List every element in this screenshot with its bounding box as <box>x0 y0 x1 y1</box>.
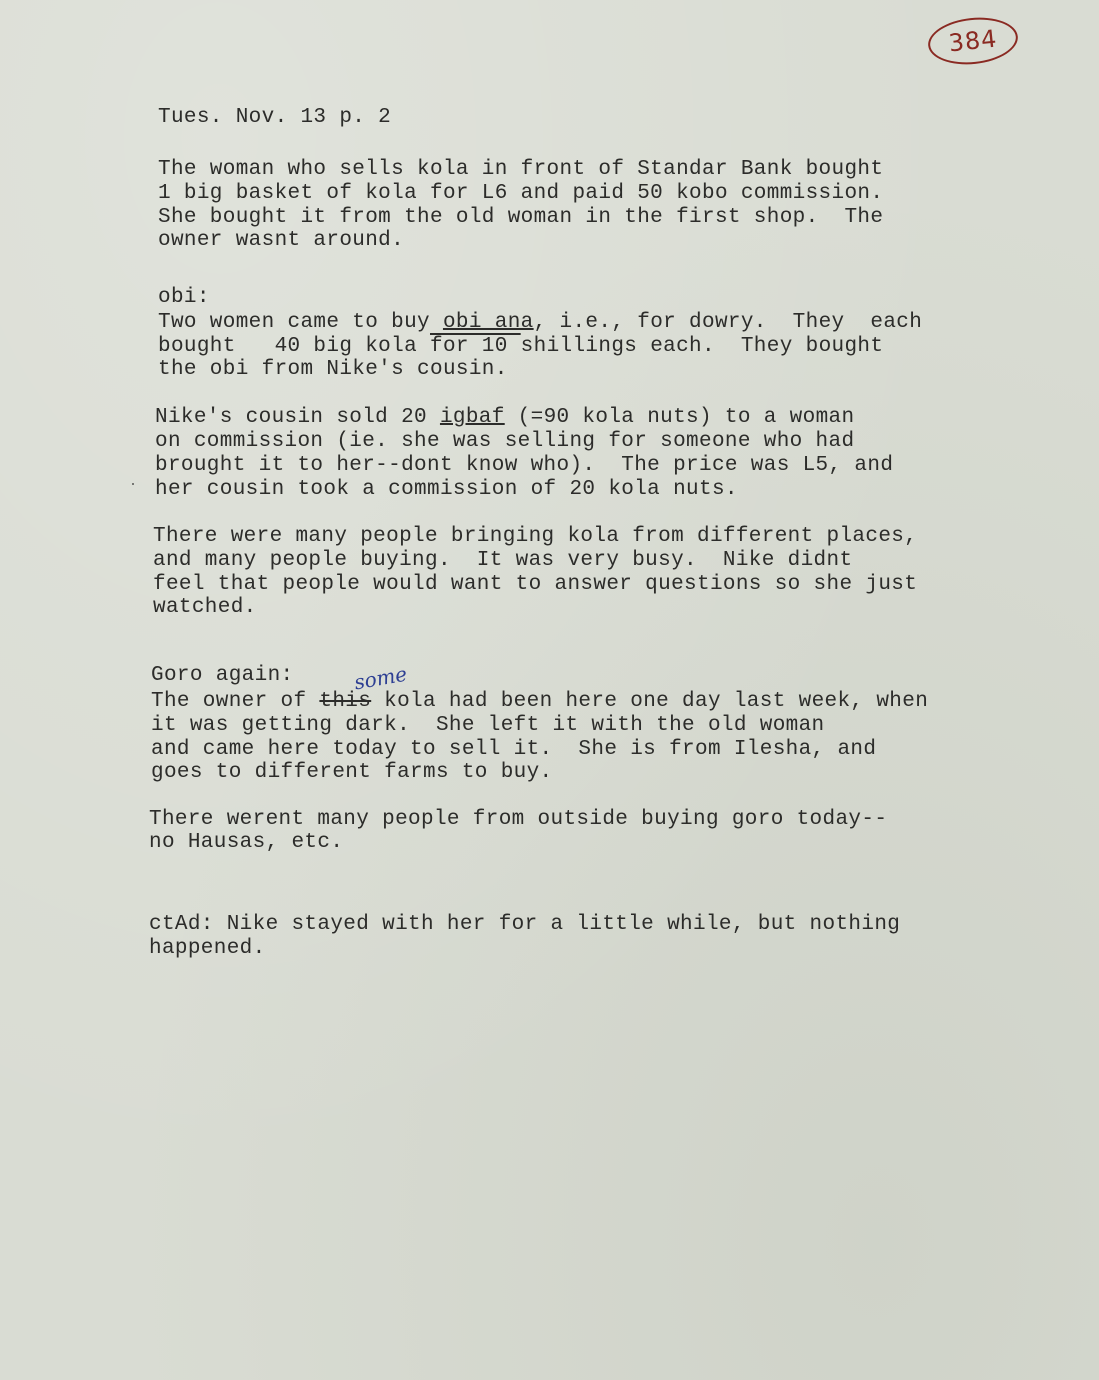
obi-heading: obi: <box>158 286 210 309</box>
outside-line-2: no Hausas, etc. <box>149 831 344 854</box>
busy-line-3: feel that people would want to answer questions so she just <box>153 573 918 596</box>
busy-line-4: watched. <box>153 596 257 619</box>
goro-line-3: and came here today to sell it. She is from Ilesha, and <box>151 738 877 761</box>
nike-line-2: on commission (ie. she was selling for someone who had <box>155 430 855 453</box>
para1-line-3: She bought it from the old woman in the first shop. The <box>158 206 884 229</box>
struck-word: this <box>319 690 372 713</box>
igba-underlined: igbaf <box>439 406 505 429</box>
paper-speck <box>132 483 134 485</box>
goro-line-1: The owner of this kola had been here one day last week, when <box>151 690 929 713</box>
outside-line-1: There werent many people from outside buying goro today-- <box>149 808 888 831</box>
nike-line-3: brought it to her--dont know who). The price was L5, and <box>155 454 894 477</box>
nike-line-1: Nike's cousin sold 20 igbaf (=90 kola nuts) to a woman <box>155 406 855 429</box>
para1-line-2: 1 big basket of kola for L6 and paid 50 kobo commission. <box>158 182 884 205</box>
page-number-stamp: 384 <box>926 13 1020 68</box>
page-header: Tues. Nov. 13 p. 2 <box>158 106 392 129</box>
goro-line-2: it was getting dark. She left it with the old woman <box>151 714 825 737</box>
for-10-overlined: for 10 <box>430 335 521 358</box>
goro-heading: Goro again: <box>151 664 294 687</box>
obi-line-3: the obi from Nike's cousin. <box>158 358 508 381</box>
handwritten-insertion: some <box>352 661 409 695</box>
ctad-line-2: happened. <box>149 937 266 960</box>
goro-line-4: goes to different farms to buy. <box>151 761 553 784</box>
busy-line-1: There were many people bringing kola from different places, <box>153 525 918 548</box>
obi-ana-underlined: obi ana <box>442 311 534 334</box>
ctad-line-1: ctAd: Nike stayed with her for a little while, but nothing <box>149 913 901 936</box>
nike-line-4: her cousin took a commission of 20 kola nuts. <box>155 478 738 501</box>
obi-line-2: bought 40 big kola for 10 shillings each. They bought <box>158 335 884 358</box>
para1-line-1: The woman who sells kola in front of Standar Bank bought <box>158 158 884 181</box>
busy-line-2: and many people buying. It was very busy. Nike didnt <box>153 549 853 572</box>
para1-line-4: owner wasnt around. <box>158 229 405 252</box>
obi-line-1: Two women came to buy obi ana, i.e., for dowry. They each <box>158 311 923 334</box>
